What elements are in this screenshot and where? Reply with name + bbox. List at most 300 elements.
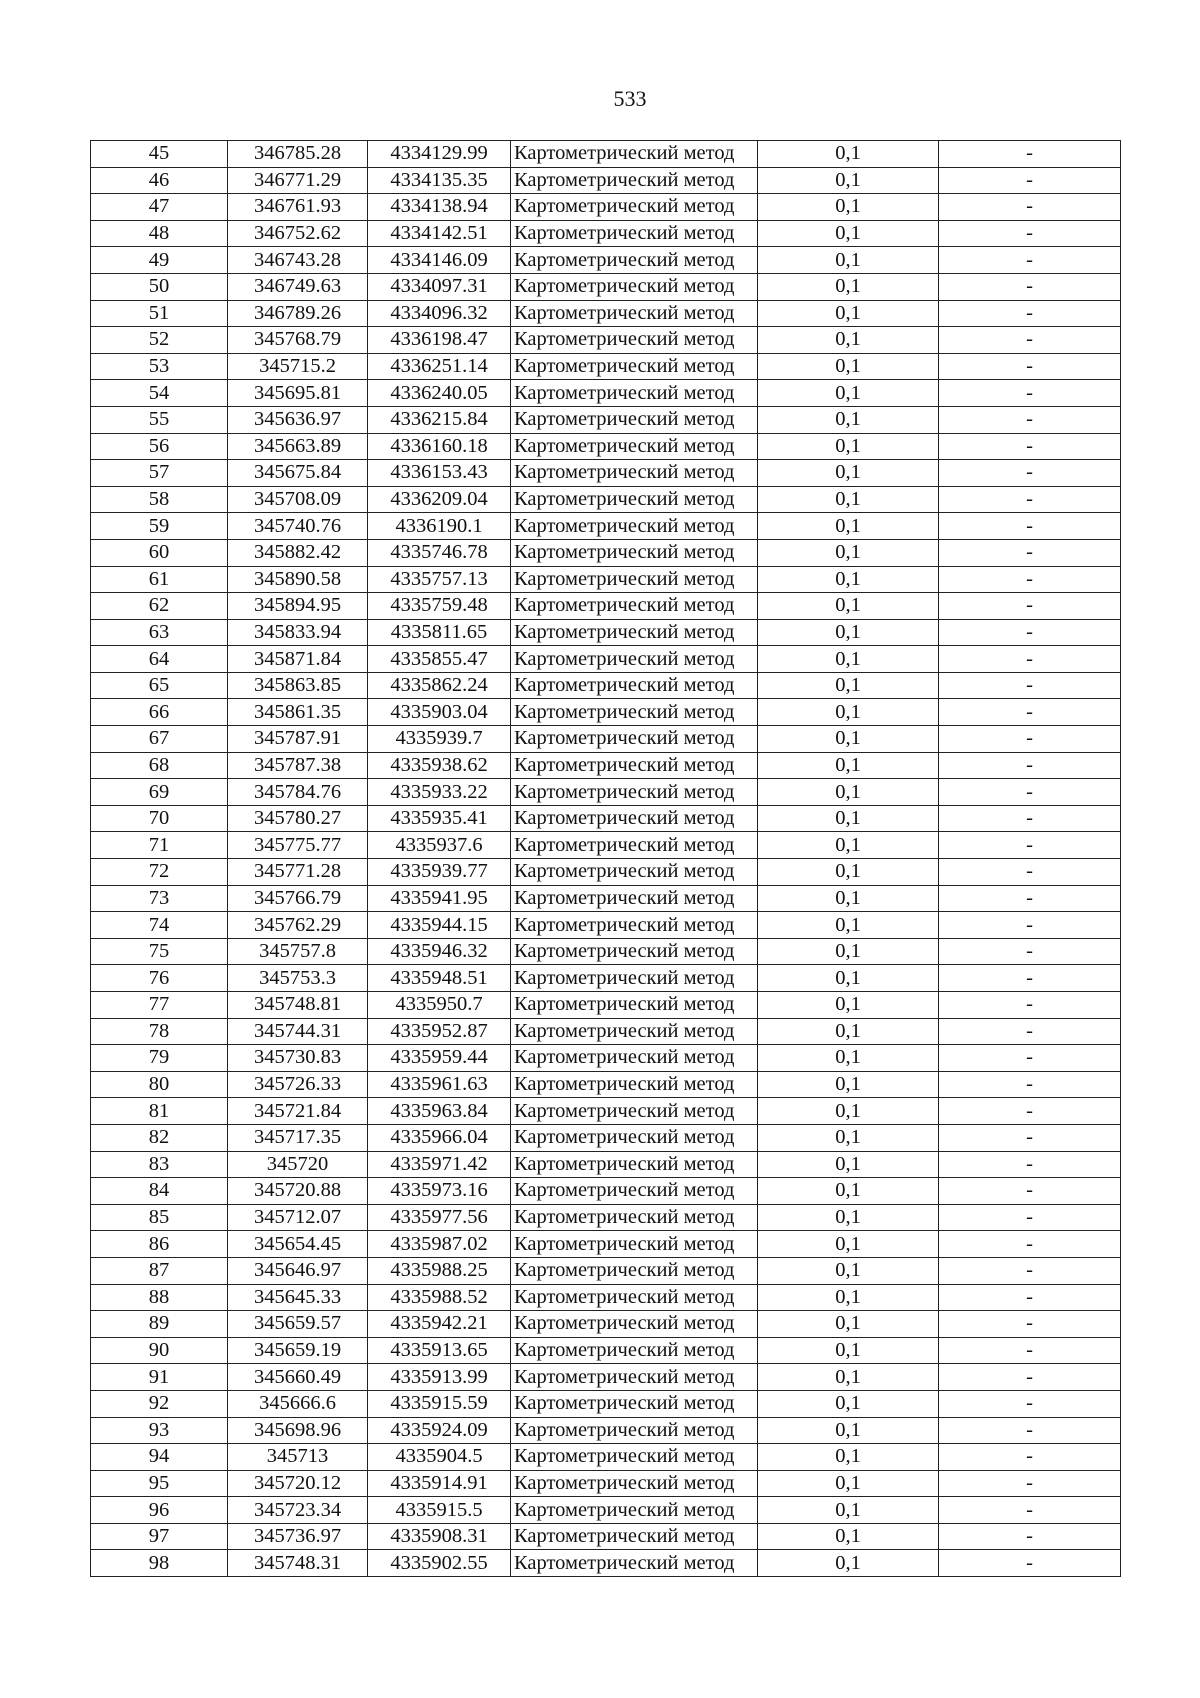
accuracy-cell: 0,1 — [758, 406, 939, 433]
y-coordinate-cell: 4335935.41 — [368, 805, 511, 832]
accuracy-cell: 0,1 — [758, 1071, 939, 1098]
accuracy-cell: 0,1 — [758, 380, 939, 407]
y-coordinate-cell: 4335811.65 — [368, 619, 511, 646]
y-coordinate-cell: 4335915.5 — [368, 1497, 511, 1524]
y-coordinate-cell: 4334097.31 — [368, 273, 511, 300]
accuracy-cell: 0,1 — [758, 1550, 939, 1577]
method-cell: Картометрический метод — [511, 167, 758, 194]
y-coordinate-cell: 4335924.09 — [368, 1417, 511, 1444]
accuracy-cell: 0,1 — [758, 141, 939, 168]
accuracy-cell: 0,1 — [758, 486, 939, 513]
method-cell: Картометрический метод — [511, 433, 758, 460]
point-number-cell: 71 — [91, 832, 228, 859]
point-number-cell: 66 — [91, 699, 228, 726]
method-cell: Картометрический метод — [511, 1018, 758, 1045]
page-number: 533 — [613, 86, 647, 111]
method-cell: Картометрический метод — [511, 965, 758, 992]
accuracy-cell: 0,1 — [758, 859, 939, 886]
method-cell: Картометрический метод — [511, 300, 758, 327]
point-number-cell: 92 — [91, 1390, 228, 1417]
point-number-cell: 48 — [91, 220, 228, 247]
x-coordinate-cell: 345757.8 — [228, 938, 368, 965]
table-row — [91, 300, 1121, 327]
note-cell: - — [939, 1071, 1121, 1098]
table-row — [91, 327, 1121, 354]
y-coordinate-cell: 4335904.5 — [368, 1444, 511, 1471]
accuracy-cell: 0,1 — [758, 273, 939, 300]
point-number-cell: 52 — [91, 327, 228, 354]
note-cell: - — [939, 699, 1121, 726]
method-cell: Картометрический метод — [511, 646, 758, 673]
method-cell: Картометрический метод — [511, 539, 758, 566]
method-cell: Картометрический метод — [511, 1497, 758, 1524]
method-cell: Картометрический метод — [511, 672, 758, 699]
method-cell: Картометрический метод — [511, 220, 758, 247]
method-cell: Картометрический метод — [511, 1311, 758, 1338]
note-cell: - — [939, 619, 1121, 646]
point-number-cell: 55 — [91, 406, 228, 433]
table-row — [91, 1098, 1121, 1125]
table-row — [91, 912, 1121, 939]
accuracy-cell: 0,1 — [758, 1284, 939, 1311]
note-cell: - — [939, 965, 1121, 992]
method-cell: Картометрический метод — [511, 726, 758, 753]
y-coordinate-cell: 4335977.56 — [368, 1204, 511, 1231]
method-cell: Картометрический метод — [511, 1151, 758, 1178]
accuracy-cell: 0,1 — [758, 885, 939, 912]
note-cell: - — [939, 167, 1121, 194]
x-coordinate-cell: 345721.84 — [228, 1098, 368, 1125]
method-cell: Картометрический метод — [511, 1337, 758, 1364]
method-cell: Картометрический метод — [511, 619, 758, 646]
note-cell: - — [939, 1523, 1121, 1550]
y-coordinate-cell: 4335971.42 — [368, 1151, 511, 1178]
y-coordinate-cell: 4335855.47 — [368, 646, 511, 673]
note-cell: - — [939, 938, 1121, 965]
table-row — [91, 1151, 1121, 1178]
method-cell: Картометрический метод — [511, 1231, 758, 1258]
table-row — [91, 406, 1121, 433]
y-coordinate-cell: 4335862.24 — [368, 672, 511, 699]
accuracy-cell: 0,1 — [758, 779, 939, 806]
point-number-cell: 53 — [91, 353, 228, 380]
point-number-cell: 98 — [91, 1550, 228, 1577]
method-cell: Картометрический метод — [511, 1178, 758, 1205]
point-number-cell: 94 — [91, 1444, 228, 1471]
y-coordinate-cell: 4334146.09 — [368, 247, 511, 274]
x-coordinate-cell: 346752.62 — [228, 220, 368, 247]
table-row — [91, 1018, 1121, 1045]
table-row — [91, 273, 1121, 300]
y-coordinate-cell: 4335759.48 — [368, 593, 511, 620]
method-cell: Картометрический метод — [511, 1257, 758, 1284]
method-cell: Картометрический метод — [511, 566, 758, 593]
method-cell: Картометрический метод — [511, 912, 758, 939]
point-number-cell: 75 — [91, 938, 228, 965]
y-coordinate-cell: 4335939.77 — [368, 859, 511, 886]
table-row — [91, 832, 1121, 859]
method-cell: Картометрический метод — [511, 752, 758, 779]
y-coordinate-cell: 4335746.78 — [368, 539, 511, 566]
y-coordinate-cell: 4335939.7 — [368, 726, 511, 753]
point-number-cell: 72 — [91, 859, 228, 886]
point-number-cell: 65 — [91, 672, 228, 699]
note-cell: - — [939, 859, 1121, 886]
table-row — [91, 699, 1121, 726]
x-coordinate-cell: 345723.34 — [228, 1497, 368, 1524]
table-row — [91, 1550, 1121, 1577]
note-cell: - — [939, 1470, 1121, 1497]
table-row — [91, 167, 1121, 194]
point-number-cell: 57 — [91, 460, 228, 487]
point-number-cell: 84 — [91, 1178, 228, 1205]
x-coordinate-cell: 345882.42 — [228, 539, 368, 566]
x-coordinate-cell: 345717.35 — [228, 1124, 368, 1151]
x-coordinate-cell: 345740.76 — [228, 513, 368, 540]
table-row — [91, 1364, 1121, 1391]
table-row — [91, 965, 1121, 992]
point-number-cell: 85 — [91, 1204, 228, 1231]
method-cell: Картометрический метод — [511, 1098, 758, 1125]
method-cell: Картометрический метод — [511, 353, 758, 380]
y-coordinate-cell: 4334135.35 — [368, 167, 511, 194]
note-cell: - — [939, 1124, 1121, 1151]
note-cell: - — [939, 460, 1121, 487]
y-coordinate-cell: 4334142.51 — [368, 220, 511, 247]
note-cell: - — [939, 486, 1121, 513]
accuracy-cell: 0,1 — [758, 938, 939, 965]
accuracy-cell: 0,1 — [758, 1257, 939, 1284]
y-coordinate-cell: 4335913.99 — [368, 1364, 511, 1391]
y-coordinate-cell: 4336190.1 — [368, 513, 511, 540]
x-coordinate-cell: 345659.19 — [228, 1337, 368, 1364]
table-row — [91, 247, 1121, 274]
x-coordinate-cell: 345762.29 — [228, 912, 368, 939]
method-cell: Картометрический метод — [511, 779, 758, 806]
note-cell: - — [939, 539, 1121, 566]
accuracy-cell: 0,1 — [758, 1045, 939, 1072]
method-cell: Картометрический метод — [511, 938, 758, 965]
y-coordinate-cell: 4335937.6 — [368, 832, 511, 859]
accuracy-cell: 0,1 — [758, 1523, 939, 1550]
table-row — [91, 726, 1121, 753]
point-number-cell: 56 — [91, 433, 228, 460]
point-number-cell: 79 — [91, 1045, 228, 1072]
point-number-cell: 90 — [91, 1337, 228, 1364]
point-number-cell: 70 — [91, 805, 228, 832]
note-cell: - — [939, 672, 1121, 699]
y-coordinate-cell: 4336198.47 — [368, 327, 511, 354]
x-coordinate-cell: 345787.38 — [228, 752, 368, 779]
table-row — [91, 433, 1121, 460]
table-body — [91, 141, 1121, 1577]
accuracy-cell: 0,1 — [758, 566, 939, 593]
table-row — [91, 859, 1121, 886]
table-row — [91, 1444, 1121, 1471]
accuracy-cell: 0,1 — [758, 194, 939, 221]
y-coordinate-cell: 4336251.14 — [368, 353, 511, 380]
y-coordinate-cell: 4335914.91 — [368, 1470, 511, 1497]
note-cell: - — [939, 1018, 1121, 1045]
note-cell: - — [939, 1231, 1121, 1258]
x-coordinate-cell: 346749.63 — [228, 273, 368, 300]
x-coordinate-cell: 345726.33 — [228, 1071, 368, 1098]
point-number-cell: 68 — [91, 752, 228, 779]
x-coordinate-cell: 345863.85 — [228, 672, 368, 699]
point-number-cell: 50 — [91, 273, 228, 300]
method-cell: Картометрический метод — [511, 513, 758, 540]
accuracy-cell: 0,1 — [758, 539, 939, 566]
accuracy-cell: 0,1 — [758, 672, 939, 699]
table-row — [91, 1337, 1121, 1364]
point-number-cell: 47 — [91, 194, 228, 221]
x-coordinate-cell: 345775.77 — [228, 832, 368, 859]
note-cell: - — [939, 300, 1121, 327]
y-coordinate-cell: 4335959.44 — [368, 1045, 511, 1072]
note-cell: - — [939, 992, 1121, 1019]
accuracy-cell: 0,1 — [758, 912, 939, 939]
y-coordinate-cell: 4336153.43 — [368, 460, 511, 487]
x-coordinate-cell: 346789.26 — [228, 300, 368, 327]
note-cell: - — [939, 380, 1121, 407]
method-cell: Картометрический метод — [511, 327, 758, 354]
method-cell: Картометрический метод — [511, 1284, 758, 1311]
accuracy-cell: 0,1 — [758, 1178, 939, 1205]
x-coordinate-cell: 345708.09 — [228, 486, 368, 513]
point-number-cell: 76 — [91, 965, 228, 992]
x-coordinate-cell: 346785.28 — [228, 141, 368, 168]
accuracy-cell: 0,1 — [758, 167, 939, 194]
accuracy-cell: 0,1 — [758, 247, 939, 274]
note-cell: - — [939, 1098, 1121, 1125]
y-coordinate-cell: 4335933.22 — [368, 779, 511, 806]
accuracy-cell: 0,1 — [758, 726, 939, 753]
x-coordinate-cell: 345654.45 — [228, 1231, 368, 1258]
table-row — [91, 194, 1121, 221]
note-cell: - — [939, 273, 1121, 300]
y-coordinate-cell: 4335952.87 — [368, 1018, 511, 1045]
y-coordinate-cell: 4335963.84 — [368, 1098, 511, 1125]
x-coordinate-cell: 345720.88 — [228, 1178, 368, 1205]
accuracy-cell: 0,1 — [758, 832, 939, 859]
point-number-cell: 69 — [91, 779, 228, 806]
table-row — [91, 566, 1121, 593]
y-coordinate-cell: 4336215.84 — [368, 406, 511, 433]
x-coordinate-cell: 345771.28 — [228, 859, 368, 886]
note-cell: - — [939, 885, 1121, 912]
accuracy-cell: 0,1 — [758, 1417, 939, 1444]
point-number-cell: 74 — [91, 912, 228, 939]
x-coordinate-cell: 345894.95 — [228, 593, 368, 620]
method-cell: Картометрический метод — [511, 380, 758, 407]
table-row — [91, 1311, 1121, 1338]
table-row — [91, 486, 1121, 513]
method-cell: Картометрический метод — [511, 1204, 758, 1231]
method-cell: Картометрический метод — [511, 141, 758, 168]
note-cell: - — [939, 726, 1121, 753]
accuracy-cell: 0,1 — [758, 353, 939, 380]
note-cell: - — [939, 1550, 1121, 1577]
x-coordinate-cell: 345675.84 — [228, 460, 368, 487]
y-coordinate-cell: 4335757.13 — [368, 566, 511, 593]
table-row — [91, 1523, 1121, 1550]
note-cell: - — [939, 194, 1121, 221]
accuracy-cell: 0,1 — [758, 992, 939, 1019]
y-coordinate-cell: 4334138.94 — [368, 194, 511, 221]
accuracy-cell: 0,1 — [758, 1390, 939, 1417]
point-number-cell: 91 — [91, 1364, 228, 1391]
method-cell: Картометрический метод — [511, 1364, 758, 1391]
x-coordinate-cell: 345787.91 — [228, 726, 368, 753]
point-number-cell: 80 — [91, 1071, 228, 1098]
method-cell: Картометрический метод — [511, 885, 758, 912]
y-coordinate-cell: 4335902.55 — [368, 1550, 511, 1577]
table-row — [91, 220, 1121, 247]
table-row — [91, 752, 1121, 779]
note-cell: - — [939, 1151, 1121, 1178]
coordinates-table — [90, 140, 1121, 1577]
note-cell: - — [939, 327, 1121, 354]
accuracy-cell: 0,1 — [758, 1098, 939, 1125]
x-coordinate-cell: 345784.76 — [228, 779, 368, 806]
method-cell: Картометрический метод — [511, 832, 758, 859]
note-cell: - — [939, 1311, 1121, 1338]
accuracy-cell: 0,1 — [758, 1151, 939, 1178]
accuracy-cell: 0,1 — [758, 1497, 939, 1524]
table-row — [91, 1497, 1121, 1524]
note-cell: - — [939, 1390, 1121, 1417]
accuracy-cell: 0,1 — [758, 300, 939, 327]
method-cell: Картометрический метод — [511, 1444, 758, 1471]
accuracy-cell: 0,1 — [758, 513, 939, 540]
x-coordinate-cell: 345698.96 — [228, 1417, 368, 1444]
x-coordinate-cell: 345736.97 — [228, 1523, 368, 1550]
table-row — [91, 1257, 1121, 1284]
table-row — [91, 1417, 1121, 1444]
x-coordinate-cell: 345766.79 — [228, 885, 368, 912]
point-number-cell: 63 — [91, 619, 228, 646]
point-number-cell: 93 — [91, 1417, 228, 1444]
method-cell: Картометрический метод — [511, 805, 758, 832]
point-number-cell: 83 — [91, 1151, 228, 1178]
accuracy-cell: 0,1 — [758, 1337, 939, 1364]
table-row — [91, 141, 1121, 168]
accuracy-cell: 0,1 — [758, 699, 939, 726]
note-cell: - — [939, 220, 1121, 247]
method-cell: Картометрический метод — [511, 699, 758, 726]
method-cell: Картометрический метод — [511, 1470, 758, 1497]
accuracy-cell: 0,1 — [758, 1124, 939, 1151]
x-coordinate-cell: 345645.33 — [228, 1284, 368, 1311]
accuracy-cell: 0,1 — [758, 460, 939, 487]
point-number-cell: 67 — [91, 726, 228, 753]
y-coordinate-cell: 4335966.04 — [368, 1124, 511, 1151]
x-coordinate-cell: 345636.97 — [228, 406, 368, 433]
point-number-cell: 59 — [91, 513, 228, 540]
method-cell: Картометрический метод — [511, 460, 758, 487]
y-coordinate-cell: 4336160.18 — [368, 433, 511, 460]
accuracy-cell: 0,1 — [758, 1231, 939, 1258]
point-number-cell: 73 — [91, 885, 228, 912]
note-cell: - — [939, 1364, 1121, 1391]
point-number-cell: 45 — [91, 141, 228, 168]
x-coordinate-cell: 345744.31 — [228, 1018, 368, 1045]
x-coordinate-cell: 345871.84 — [228, 646, 368, 673]
note-cell: - — [939, 406, 1121, 433]
method-cell: Картометрический метод — [511, 1045, 758, 1072]
point-number-cell: 81 — [91, 1098, 228, 1125]
method-cell: Картометрический метод — [511, 1071, 758, 1098]
table-row — [91, 619, 1121, 646]
table-row — [91, 1284, 1121, 1311]
note-cell: - — [939, 1417, 1121, 1444]
method-cell: Картометрический метод — [511, 859, 758, 886]
y-coordinate-cell: 4335973.16 — [368, 1178, 511, 1205]
accuracy-cell: 0,1 — [758, 433, 939, 460]
point-number-cell: 54 — [91, 380, 228, 407]
y-coordinate-cell: 4336240.05 — [368, 380, 511, 407]
point-number-cell: 60 — [91, 539, 228, 566]
note-cell: - — [939, 513, 1121, 540]
accuracy-cell: 0,1 — [758, 965, 939, 992]
y-coordinate-cell: 4335908.31 — [368, 1523, 511, 1550]
y-coordinate-cell: 4335903.04 — [368, 699, 511, 726]
note-cell: - — [939, 566, 1121, 593]
note-cell: - — [939, 752, 1121, 779]
x-coordinate-cell: 345753.3 — [228, 965, 368, 992]
note-cell: - — [939, 247, 1121, 274]
x-coordinate-cell: 345861.35 — [228, 699, 368, 726]
table-row — [91, 805, 1121, 832]
table-row — [91, 779, 1121, 806]
x-coordinate-cell: 345780.27 — [228, 805, 368, 832]
x-coordinate-cell: 346761.93 — [228, 194, 368, 221]
table-row — [91, 539, 1121, 566]
point-number-cell: 82 — [91, 1124, 228, 1151]
x-coordinate-cell: 345712.07 — [228, 1204, 368, 1231]
y-coordinate-cell: 4335913.65 — [368, 1337, 511, 1364]
table-row — [91, 1231, 1121, 1258]
method-cell: Картометрический метод — [511, 593, 758, 620]
x-coordinate-cell: 345890.58 — [228, 566, 368, 593]
method-cell: Картометрический метод — [511, 1124, 758, 1151]
point-number-cell: 46 — [91, 167, 228, 194]
table-row — [91, 1045, 1121, 1072]
accuracy-cell: 0,1 — [758, 1311, 939, 1338]
point-number-cell: 87 — [91, 1257, 228, 1284]
table-row — [91, 938, 1121, 965]
method-cell: Картометрический метод — [511, 486, 758, 513]
accuracy-cell: 0,1 — [758, 1204, 939, 1231]
point-number-cell: 62 — [91, 593, 228, 620]
accuracy-cell: 0,1 — [758, 1364, 939, 1391]
accuracy-cell: 0,1 — [758, 646, 939, 673]
y-coordinate-cell: 4336209.04 — [368, 486, 511, 513]
accuracy-cell: 0,1 — [758, 1444, 939, 1471]
x-coordinate-cell: 345768.79 — [228, 327, 368, 354]
point-number-cell: 77 — [91, 992, 228, 1019]
y-coordinate-cell: 4335988.25 — [368, 1257, 511, 1284]
note-cell: - — [939, 1204, 1121, 1231]
table-row — [91, 992, 1121, 1019]
point-number-cell: 89 — [91, 1311, 228, 1338]
table-row — [91, 1124, 1121, 1151]
table-row — [91, 593, 1121, 620]
table-row — [91, 353, 1121, 380]
accuracy-cell: 0,1 — [758, 593, 939, 620]
note-cell: - — [939, 912, 1121, 939]
note-cell: - — [939, 1497, 1121, 1524]
